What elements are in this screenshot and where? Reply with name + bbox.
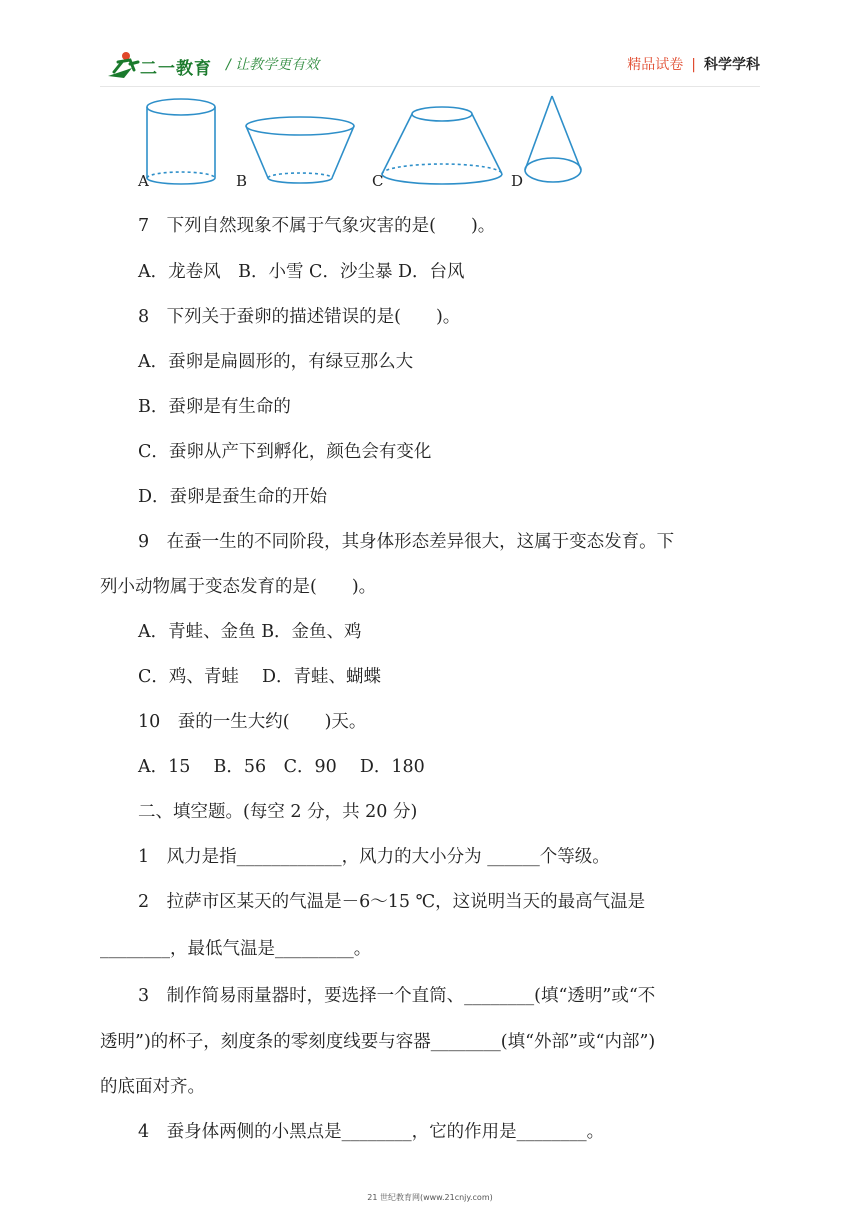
- header-separator: |: [691, 57, 696, 73]
- frustum-shape: [382, 107, 502, 184]
- question-7-options: A．龙卷风 B．小雪 C．沙尘暴 D．台风: [138, 262, 465, 282]
- question-10-options: A．15 B．56 C．90 D．180: [138, 757, 425, 777]
- question-8: 8 下列关于蚕卵的描述错误的是( )。: [138, 307, 461, 327]
- blank-question-1: 1 风力是指____________，风力的大小分为 ______个等级。: [138, 847, 610, 867]
- blank-question-3-line-3: 的底面对齐。: [100, 1077, 205, 1097]
- question-9-line-1: 9 在蚕一生的不同阶段，其身体形态差异很大，这属于变态发育。下: [138, 532, 675, 552]
- question-8-option-b: B．蚕卵是有生命的: [138, 397, 291, 417]
- bowl-shape: [246, 117, 354, 183]
- cylinder-shape: [147, 99, 215, 184]
- blank-question-3-line-2: 透明”)的杯子，刻度条的零刻度线要与容器________(填“外部”或“内部”): [100, 1032, 656, 1052]
- header-subject: [627, 54, 760, 74]
- blank-question-2-line-1: 2 拉萨市区某天的气温是－6～15 ℃，这说明当天的最高气温是: [138, 892, 646, 912]
- slogan: / 让教学更有效: [226, 57, 320, 73]
- cone-shape: [525, 96, 581, 182]
- question-9-line-2: 列小动物属于变态发育的是( )。: [100, 577, 377, 597]
- logo-text: 二一教育: [140, 59, 212, 79]
- question-8-option-c: C．蚕卵从产下到孵化，颜色会有变化: [138, 442, 432, 462]
- shape-label-c: C: [372, 172, 384, 190]
- page-header: [0, 0, 860, 90]
- blank-question-4: 4 蚕身体两侧的小黑点是________，它的作用是________。: [138, 1122, 605, 1142]
- header-label: 精品试卷: [627, 57, 684, 73]
- section-heading-fill-blank: 二、填空题。(每空 2 分，共 20 分): [138, 802, 418, 822]
- page-footer: 21 世纪教育网(www.21cnjy.com): [367, 1193, 493, 1202]
- question-9-options-1: A．青蛙、金鱼 B．金鱼、鸡: [138, 622, 362, 642]
- shape-label-b: B: [236, 172, 248, 190]
- header-divider: [100, 86, 760, 87]
- question-7: 7 下列自然现象不属于气象灾害的是( )。: [138, 216, 496, 236]
- question-10: 10 蚕的一生大约( )天。: [138, 712, 367, 732]
- shape-label-d: D: [511, 172, 524, 190]
- blank-question-2-line-2: ________，最低气温是_________。: [100, 939, 372, 959]
- header-subject-name: 科学学科: [704, 57, 760, 73]
- question-8-option-d: D．蚕卵是蚕生命的开始: [138, 487, 328, 507]
- question-9-options-2: C．鸡、青蛙 D．青蛙、蝴蝶: [138, 667, 381, 687]
- question-8-option-a: A．蚕卵是扁圆形的，有绿豆那么大: [138, 352, 414, 372]
- blank-question-3-line-1: 3 制作简易雨量器时，要选择一个直筒、________(填“透明”或“不: [138, 986, 656, 1006]
- shape-label-a: A: [138, 172, 149, 190]
- geometry-figure: [136, 92, 596, 192]
